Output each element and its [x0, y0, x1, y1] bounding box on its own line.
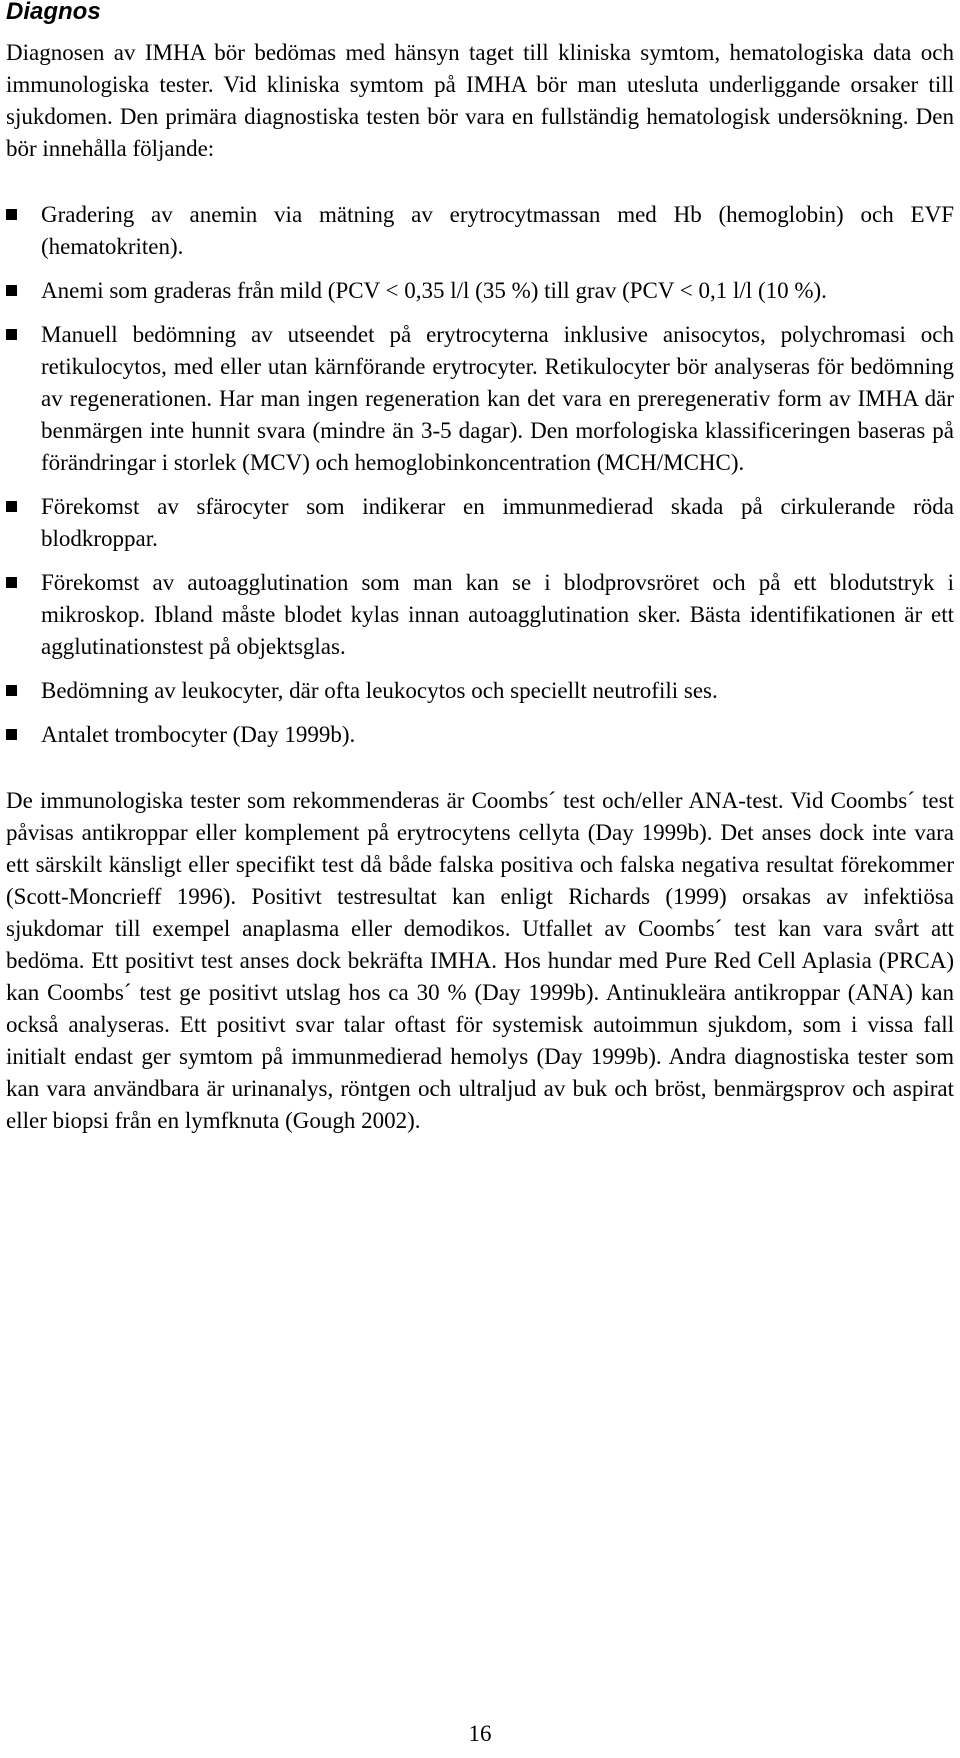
section-heading: Diagnos [6, 0, 101, 25]
page-number: 16 [468, 1721, 492, 1746]
outro-paragraph: De immunologiska tester som rekommenderas är Coombs´ test och/eller ANA-test. Vid Coombs´ test påvisas antikroppar eller komplement på erytrocytens cellyta (Day 1999b). Det anses dock inte vara ett särskilt känsligt eller specifikt test då både falska positiva och falska negativa resultat förekommer (Scott-Moncrieff 1996). Positivt testresultat kan enligt Richards (1999) orsakas av infektiösa sjukdomar till exempel anaplasma eller demodikos. Utfallet av Coombs´ test kan vara svårt att bedöma. Ett positivt test anses dock bekräfta IMHA. Hos hundar med Pure Red Cell Aplasia (PRCA) kan Coombs´ test ge positivt utslag hos ca 30 % (Day 1999b). Antinukleära antikroppar (ANA) kan också analyseras. Ett positivt svar talar oftast för systemisk autoimmun sjukdom, som i vissa fall initialt endast ger symtom på immunmedierad hemolys (Day 1999b). Andra diagnostiska tester som kan vara användbara är urinanalys, röntgen och ultraljud av buk och bröst, benmärgsprov och aspirat eller biopsi från en lymfknuta (Gough 2002). [6, 788, 954, 1133]
bullet-list [6, 199, 954, 751]
list-item [6, 275, 954, 307]
square-bullet-icon [6, 209, 17, 220]
list-item-text: Manuell bedömning av utseendet på erytrocyterna inklusive anisocytos, polychromasi och retikulocytos, med eller utan kärnförande erytrocyter. Retikulocyter bör analyseras för bedömning av regenerationen. Har man ingen regeneration kan det vara en preregenerativ form av IMHA där benmärgen inte hunnit svara (mindre än 3-5 dagar). Den morfologiska klassificeringen baseras på förändringar i storlek (MCV) och hemoglobinkoncentration (MCH/MCHC). [41, 322, 954, 475]
list-item [6, 719, 954, 751]
list-item [6, 199, 954, 263]
square-bullet-icon [6, 285, 17, 296]
list-item [6, 675, 954, 707]
list-item-text: Antalet trombocyter (Day 1999b). [41, 722, 356, 747]
list-item [6, 567, 954, 663]
list-item-text: Förekomst av sfärocyter som indikerar en immunmedierad skada på cirkulerande röda blodkroppar. [41, 494, 954, 551]
document-page [6, 0, 954, 1137]
square-bullet-icon [6, 729, 17, 740]
square-bullet-icon [6, 501, 17, 512]
list-item [6, 319, 954, 479]
intro-paragraph: Diagnosen av IMHA bör bedömas med hänsyn taget till kliniska symtom, hematologiska data och immunologiska tester. Vid kliniska symtom på IMHA bör man utesluta underliggande orsaker till sjukdomen. Den primära diagnostiska testen bör vara en fullständig hematologisk undersökning. Den bör innehålla följande: [6, 40, 954, 161]
list-item [6, 491, 954, 555]
list-item-text: Förekomst av autoagglutination som man kan se i blodprovsröret och på ett blodutstryk i mikroskop. Ibland måste blodet kylas innan autoagglutination sker. Bästa identifikationen är ett agglutinationstest på objektsglas. [41, 570, 954, 659]
square-bullet-icon [6, 329, 17, 340]
square-bullet-icon [6, 685, 17, 696]
square-bullet-icon [6, 577, 17, 588]
list-item-text: Gradering av anemin via mätning av erytrocytmassan med Hb (hemoglobin) och EVF (hematokriten). [41, 202, 954, 259]
list-item-text: Anemi som graderas från mild (PCV < 0,35 l/l (35 %) till grav (PCV < 0,1 l/l (10 %). [41, 278, 827, 303]
list-item-text: Bedömning av leukocyter, där ofta leukocytos och speciellt neutrofili ses. [41, 678, 718, 703]
